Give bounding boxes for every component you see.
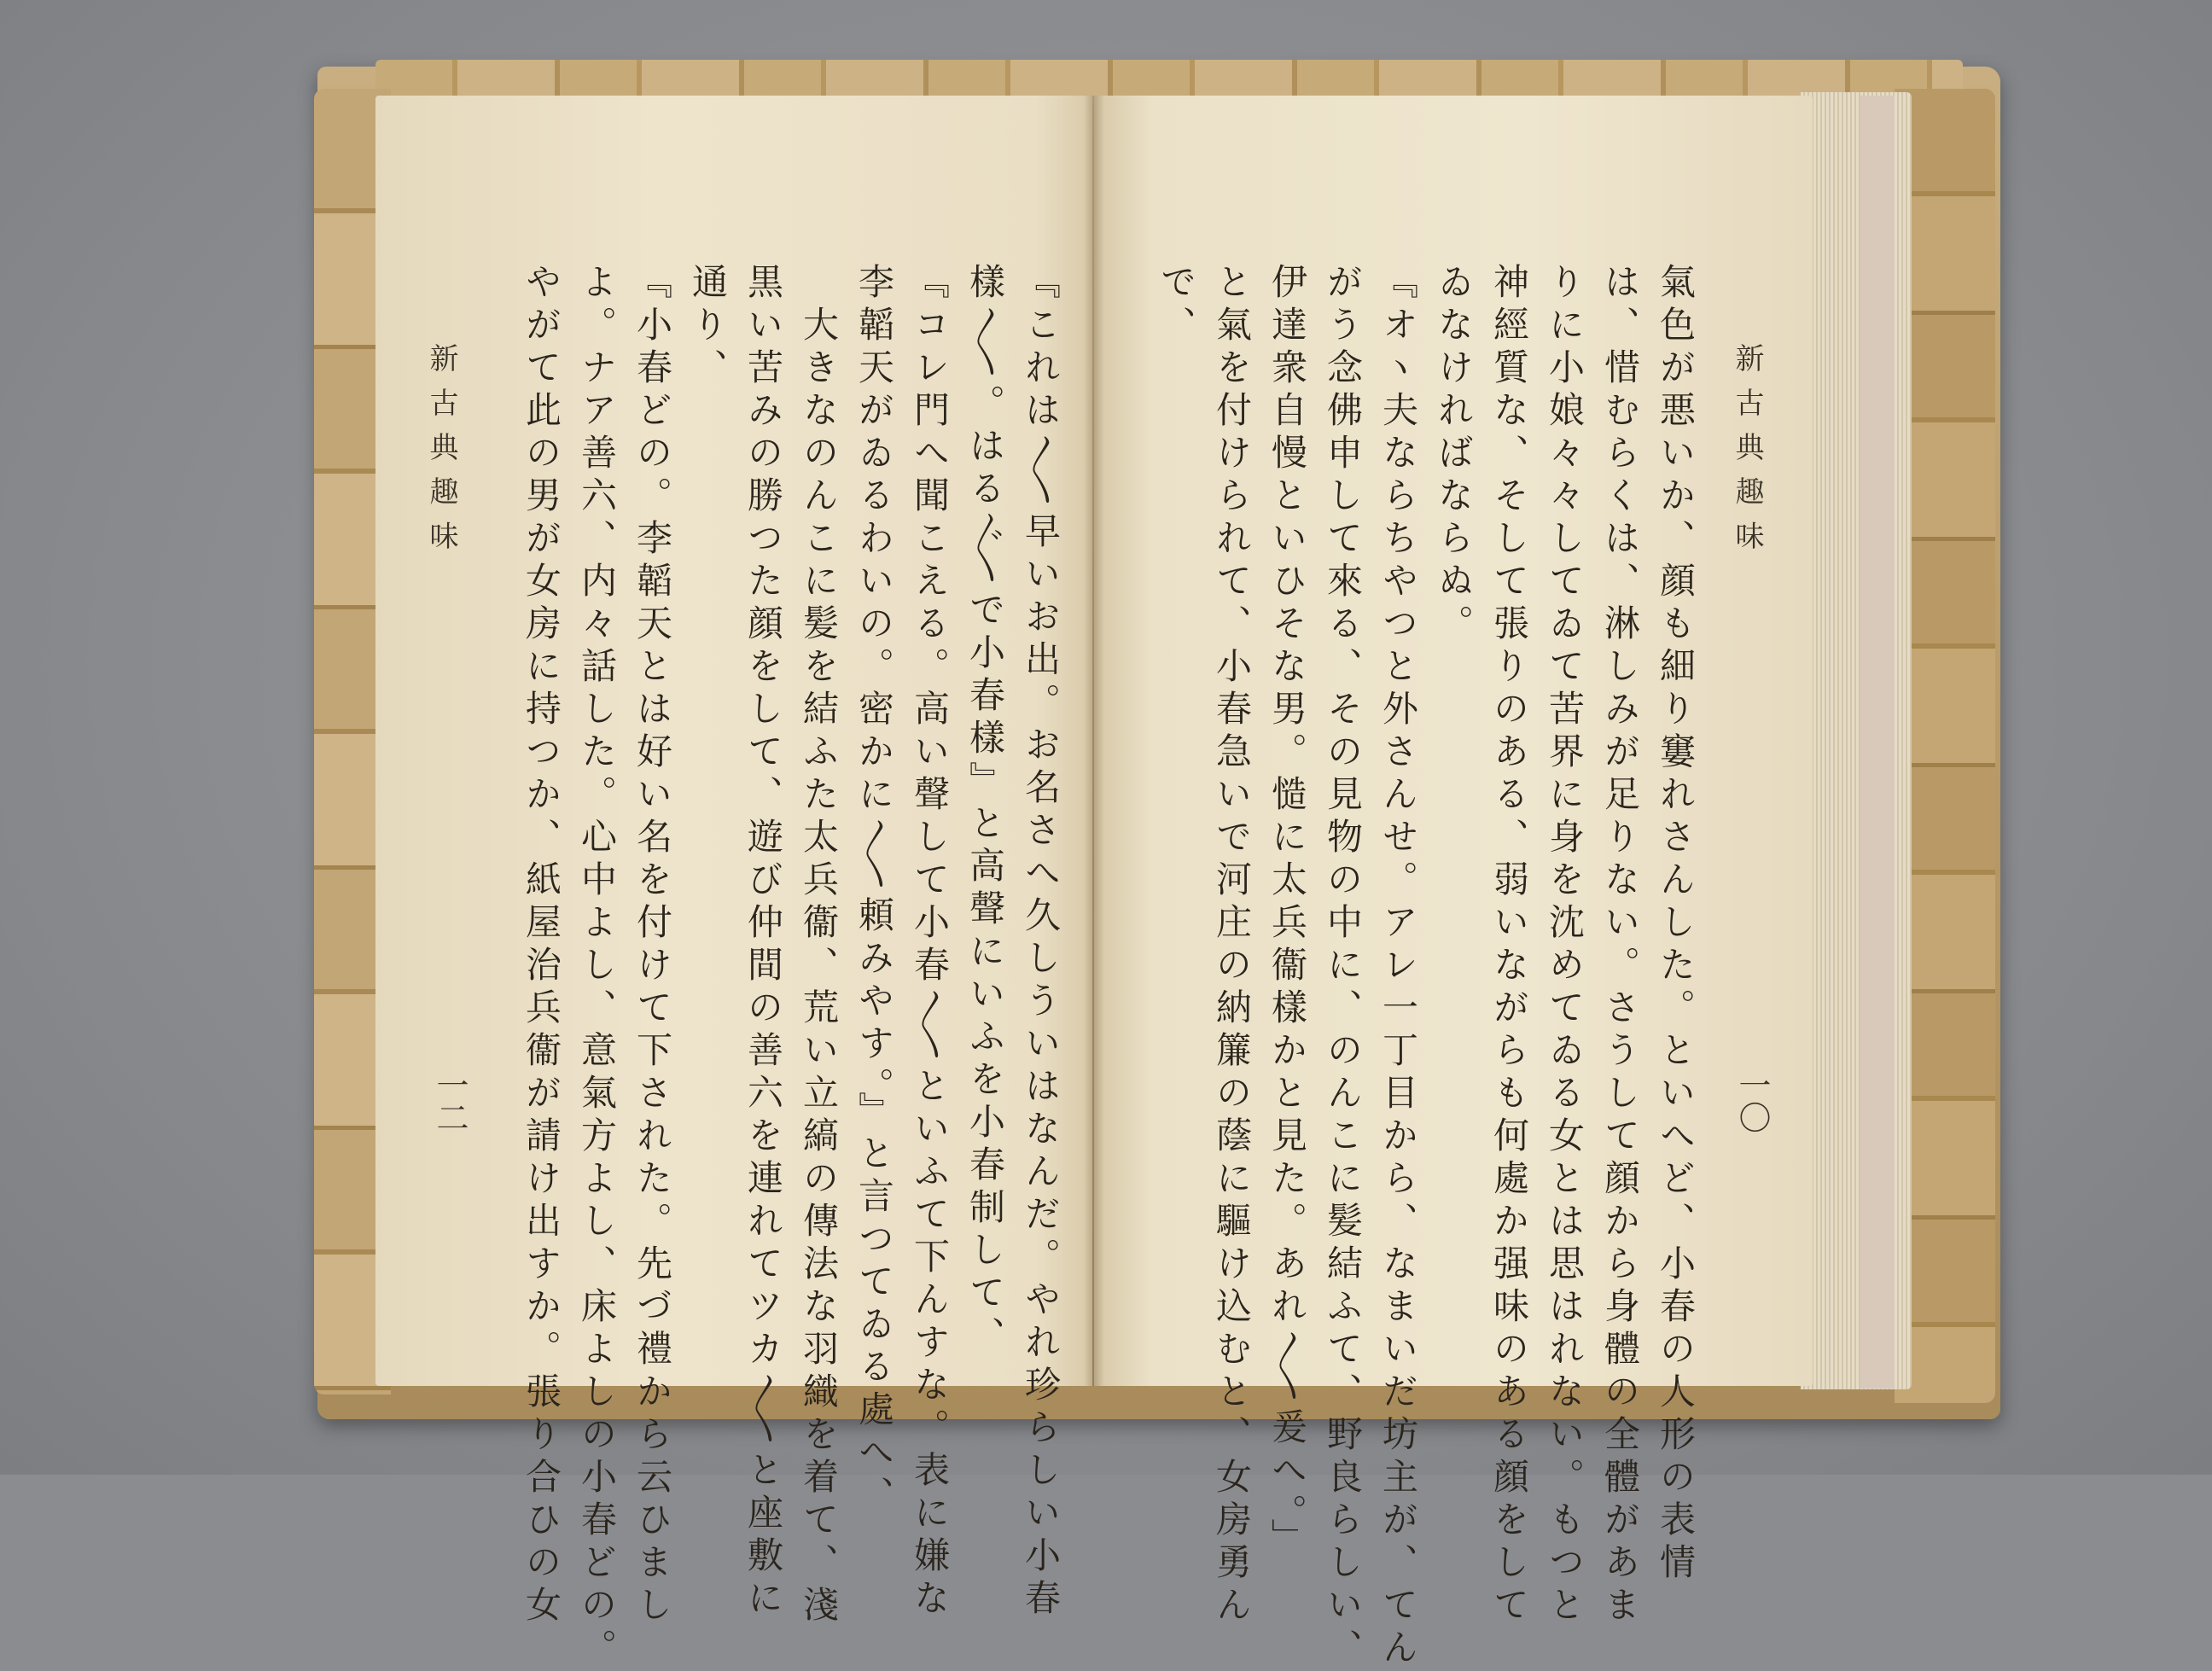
left-column-10: やがて此の男が女房に持つか、紙屋治兵衞が請け出すか。張り合ひの女 bbox=[521, 263, 562, 1628]
left-page bbox=[375, 96, 1092, 1671]
left-column-9: よ。ナア善六、内々話した。心中よし、意氣方よし、床よしの小春どの。 bbox=[576, 263, 618, 1671]
book-gutter bbox=[1084, 96, 1104, 1386]
left-column-3: 『コレ門へ聞こえる。高い聲して小春〳〵といふて下んすな。表に嫌な bbox=[909, 263, 951, 1622]
right-column-10: で、 bbox=[1155, 263, 1197, 348]
left-column-5: 大きなのんこに髪を結ふた太兵衞、荒い立縞の傳法な羽織を着て、淺 bbox=[798, 306, 840, 1628]
left-column-2: 樣〳〵。はる〴〵で小春樣』と高聲にいふを小春制して、 bbox=[964, 263, 1006, 1359]
left-column-6: 黒い苦みの勝つた顔をして、遊び仲間の善六を連れてツカ〳〵と座敷に bbox=[742, 263, 784, 1622]
left-running-head: 新古典趣味 bbox=[424, 343, 458, 565]
right-column-8: 伊達衆自慢といひそな男。慥に太兵衞樣かと見た。あれ〳〵爰へ。」 bbox=[1266, 263, 1308, 1561]
right-folio: 一〇 bbox=[1733, 1068, 1771, 1133]
right-column-6: 『オヽ夫ならちやつと外さんせ。アレ一丁目から、なまいだ坊主が、てん bbox=[1377, 263, 1419, 1671]
right-column-7: がう念佛申して來る、その見物の中に、のんこに髪結ふて、野良らしい、 bbox=[1322, 263, 1364, 1671]
left-column-8: 『小春どの。李韜天とは好い名を付けて下された。先づ禮から云ひまし bbox=[632, 263, 673, 1628]
right-column-9: と氣を付けられて、小春急いで河庄の納簾の蔭に驅け込むと、女房勇ん bbox=[1211, 263, 1253, 1628]
left-column-1: 『これは〳〵早いお出。お名さへ久しういはなんだ。やれ珍らしい小春 bbox=[1020, 263, 1062, 1622]
page-stack bbox=[1801, 92, 1912, 1389]
right-column-3: りに小娘々々してゐて苦界に身を沈めてゐる女とは思はれない。もつと bbox=[1544, 263, 1586, 1628]
right-column-5: ゐなければならぬ。 bbox=[1433, 263, 1475, 647]
right-page bbox=[1094, 96, 1813, 1671]
left-column-4: 李韜天がゐるわいの。密かに〳〵頼みやす。』と言つてゐる處へ、 bbox=[853, 263, 895, 1518]
right-column-1: 氣色が悪いか、顔も細り窶れさんした。といへど、小春の人形の表情 bbox=[1655, 263, 1697, 1586]
left-column-7: 通り、 bbox=[687, 263, 729, 391]
right-column-2: は、惜むらくは、淋しみが足りない。さうして顔から身體の全體があま bbox=[1599, 263, 1641, 1628]
page-stack-tint bbox=[1860, 96, 1895, 1389]
right-column-4: 神經質な、そして張りのある、弱いながらも何處か强味のある顔をして bbox=[1488, 263, 1530, 1628]
left-folio: 一二 bbox=[431, 1068, 469, 1133]
right-running-head: 新古典趣味 bbox=[1730, 343, 1764, 565]
